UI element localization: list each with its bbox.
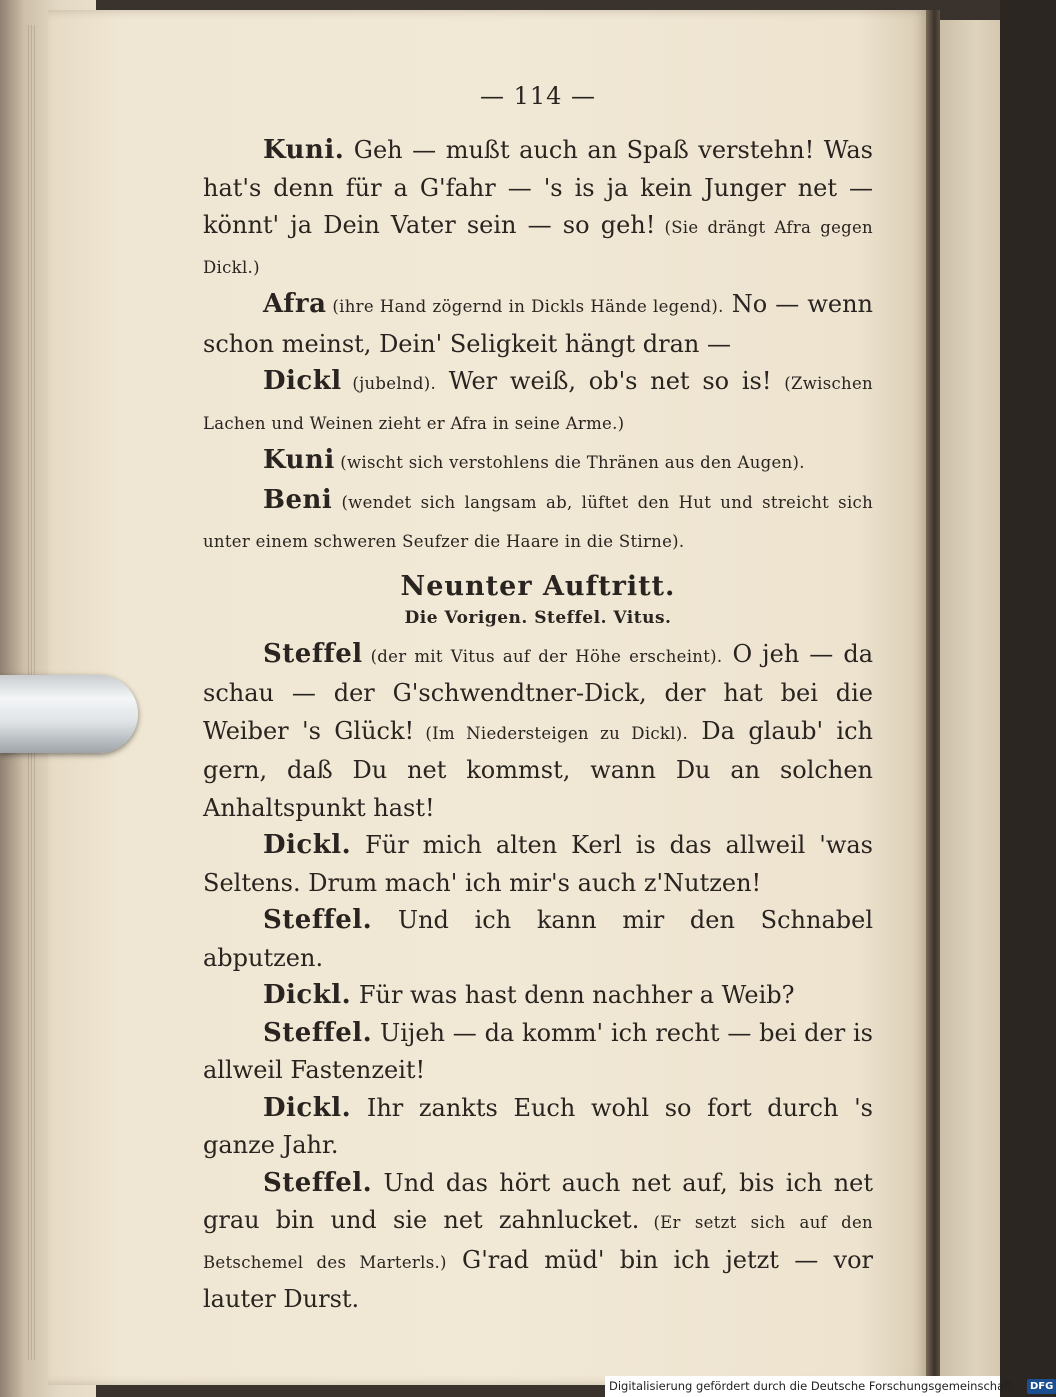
speaker-name: Steffel.: [263, 905, 373, 935]
speaker-name: Dickl.: [263, 830, 352, 860]
book-gutter: [926, 10, 940, 1385]
speaker-name: Dickl.: [263, 1092, 352, 1123]
speaker-name: Steffel: [263, 638, 363, 669]
dialogue-paragraph: [203, 636, 873, 828]
dialogue-text: Und ich kann mir den Schnabel abputzen.: [203, 906, 873, 972]
dfg-logo-icon: DFG: [1027, 1379, 1056, 1394]
dialogue-paragraph: [203, 1165, 873, 1319]
dialogue-text: Da glaub' ich gern, daß Du net kommst, wann Du an solchen Anhaltspunkt hast!: [203, 716, 874, 822]
speaker-name: Steffel.: [263, 1167, 373, 1198]
dialogue-paragraph: [203, 482, 873, 561]
dialogue-paragraph: [203, 977, 873, 1015]
stage-direction: (wendet sich langsam ab, lüftet den Hut und streicht sich unter einem schweren Seufzer die Haare in die Stirne).: [203, 492, 873, 551]
dialogue-text: Geh — mußt auch an Spaß verstehn! Was hat's denn für a G'fahr — 's is ja kein Junger net — könnt' ja Dein Vater sein — so geh!: [203, 136, 873, 239]
facing-page-edge: [940, 20, 1000, 1380]
speaker-name: Kuni: [263, 445, 335, 475]
speaker-name: Dickl: [263, 366, 342, 396]
dialogue-text: Für was hast denn nachher a Weib?: [351, 981, 795, 1009]
dialogue-paragraph: [203, 1015, 873, 1090]
page-text: [203, 82, 873, 1319]
stage-direction: (Zwischen Lachen und Weinen zieht er Afra in seine Arme.): [203, 374, 873, 433]
dialogue-text: G'rad müd' bin ich jetzt — vor lauter Durst.: [203, 1245, 874, 1313]
stage-direction: (wischt sich verstohlens die Thränen aus den Augen).: [334, 453, 805, 472]
stage-direction: (der mit Vitus auf der Höhe erscheint).: [362, 646, 723, 666]
dialogue-text: Wer weiß, ob's net so is!: [436, 367, 772, 395]
dialogue-paragraph: [203, 1090, 873, 1165]
speaker-name: Dickl.: [263, 980, 352, 1010]
stage-direction: (Im Niedersteigen zu Dickl).: [414, 723, 689, 743]
scene-title: Neunter Auftritt.: [400, 570, 676, 602]
speaker-name: Steffel.: [263, 1017, 373, 1048]
footer-text: Digitalisierung gefördert durch die Deutsche Forschungsgemeinschaft -: [609, 1379, 1021, 1393]
stage-direction: (ihre Hand zögernd in Dickls Hände legend).: [326, 297, 724, 316]
dialogue-paragraph: [203, 286, 873, 363]
page-number: — 114 —: [479, 82, 597, 110]
speaker-name: Kuni.: [263, 135, 345, 165]
dialogue-paragraph: [203, 442, 873, 482]
dialogue-paragraph: [203, 363, 873, 442]
dialogue-text: Und das hört auch net auf, bis ich net grau bin und sie net zahnlucket.: [203, 1168, 873, 1234]
dialogue-text: Für mich alten Kerl is das allweil 'was Seltens. Drum mach' ich mir's auch z'Nutzen!: [203, 831, 873, 897]
digitization-footer: [605, 1376, 1054, 1397]
scene-cast: Die Vorigen. Steffel. Vitus.: [404, 607, 672, 628]
dialogue-paragraph: [203, 827, 873, 902]
dialogue-text: Uijeh — da komm' ich recht — bei der is allweil Fastenzeit!: [203, 1018, 873, 1084]
speaker-name: Afra: [263, 289, 327, 319]
dialogue-paragraph: [203, 902, 873, 977]
dialogue-paragraph: [203, 132, 873, 286]
dialogue-text: Ihr zankts Euch wohl so fort durch 's ganze Jahr.: [203, 1093, 873, 1159]
stage-direction: (jubelnd).: [341, 374, 436, 393]
dialogue-text: No — wenn schon meinst, Dein' Seligkeit hängt dran —: [203, 290, 873, 358]
stage-direction: (Er setzt sich auf den Betschemel des Marterls.): [203, 1213, 873, 1272]
page-clip: [0, 675, 138, 753]
speaker-name: Beni: [263, 484, 333, 515]
dialogue-text: O jeh — da schau — der G'schwendtner-Dick, der hat bei die Weiber 's Glück!: [203, 639, 873, 745]
stage-direction: (Sie drängt Afra gegen Dickl.): [203, 218, 873, 277]
